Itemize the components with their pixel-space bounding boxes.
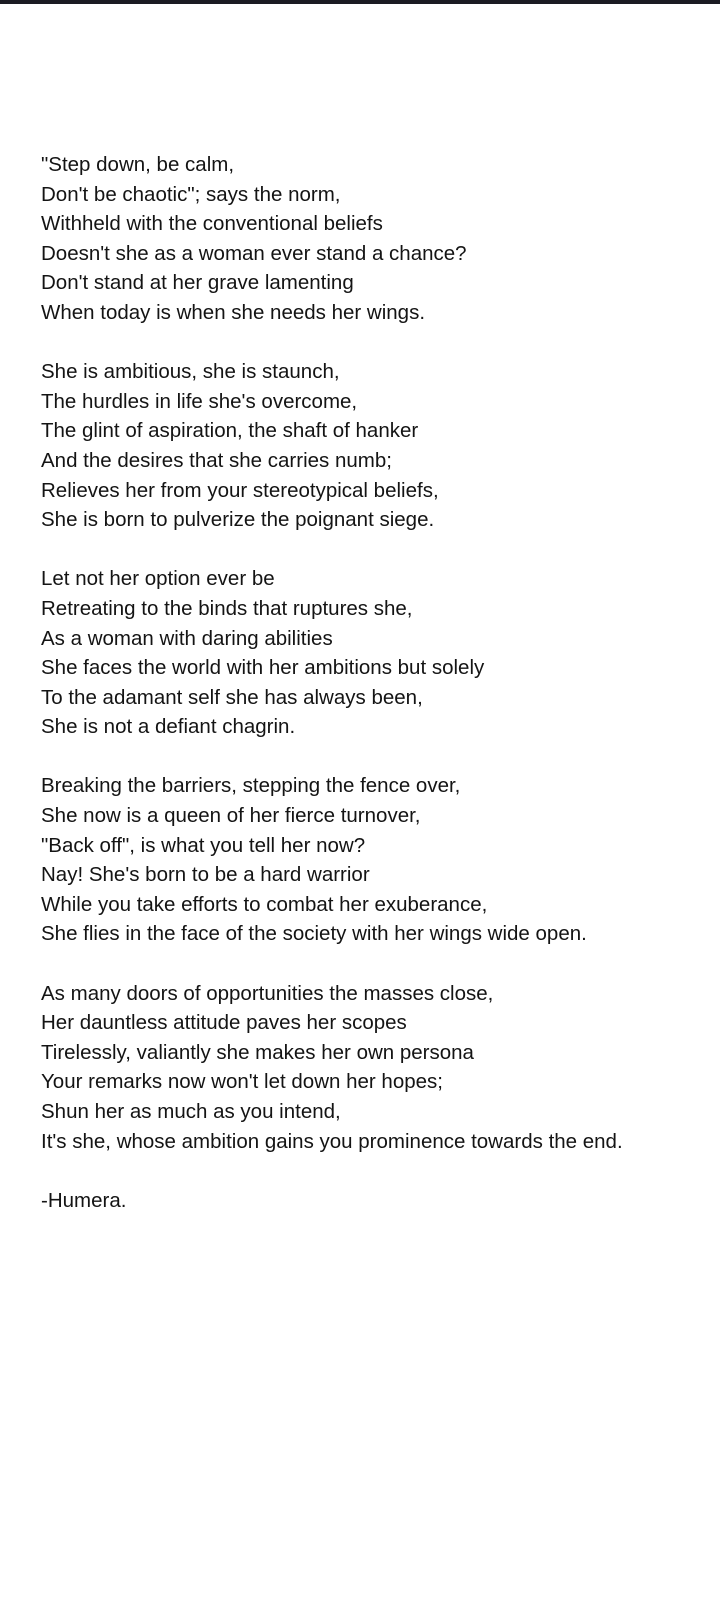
poem-line: Nay! She's born to be a hard warrior bbox=[41, 863, 370, 887]
poem-line: To the adamant self she has always been, bbox=[41, 685, 423, 709]
poem-line: Don't be chaotic"; says the norm, bbox=[41, 182, 341, 206]
poem-line: Relieves her from your stereotypical beliefs, bbox=[41, 478, 439, 502]
poem-line: Tirelessly, valiantly she makes her own persona bbox=[41, 1040, 474, 1064]
poem-line: It's she, whose ambition gains you prominence towards the end. bbox=[41, 1129, 623, 1153]
poem-line: She is not a defiant chagrin. bbox=[41, 715, 296, 739]
poem-line: The glint of aspiration, the shaft of hanker bbox=[41, 419, 419, 443]
poem-signature: -Humera. bbox=[41, 1188, 127, 1212]
poem-line: The hurdles in life she's overcome, bbox=[41, 389, 358, 413]
stanza-4 bbox=[41, 771, 713, 949]
poem-line: While you take efforts to combat her exuberance, bbox=[41, 892, 488, 916]
poem-line: As many doors of opportunities the masses close, bbox=[41, 981, 494, 1005]
poem-line: Let not her option ever be bbox=[41, 567, 275, 591]
poem-line: She faces the world with her ambitions but solely bbox=[41, 656, 485, 680]
poem-line: Withheld with the conventional beliefs bbox=[41, 212, 383, 236]
poem-line: When today is when she needs her wings. bbox=[41, 300, 426, 324]
poem-line: She flies in the face of the society with her wings wide open. bbox=[41, 922, 587, 946]
poem-line: Don't stand at her grave lamenting bbox=[41, 271, 354, 295]
stanza-5 bbox=[41, 979, 713, 1157]
poem-line: Her dauntless attitude paves her scopes bbox=[41, 1011, 407, 1035]
poem-line: As a woman with daring abilities bbox=[41, 626, 333, 650]
poem-line: Your remarks now won't let down her hopes; bbox=[41, 1070, 443, 1094]
poem-line: "Back off", is what you tell her now? bbox=[41, 833, 366, 857]
poem-line: Breaking the barriers, stepping the fence over, bbox=[41, 774, 461, 798]
poem-line: Retreating to the binds that ruptures she, bbox=[41, 596, 413, 620]
top-status-bar bbox=[0, 0, 720, 4]
stanza-2 bbox=[41, 357, 713, 535]
poem-text bbox=[41, 150, 713, 1215]
poem-line: She is born to pulverize the poignant siege. bbox=[41, 508, 435, 532]
poem-line: Shun her as much as you intend, bbox=[41, 1100, 341, 1123]
stanza-3 bbox=[41, 564, 713, 742]
poem-line: She is ambitious, she is staunch, bbox=[41, 360, 340, 384]
poem-line: She now is a queen of her fierce turnover, bbox=[41, 804, 421, 828]
poem-line: And the desires that she carries numb; bbox=[41, 448, 392, 472]
poem-line: Doesn't she as a woman ever stand a chance? bbox=[41, 241, 467, 265]
poem-line: "Step down, be calm, bbox=[41, 153, 235, 176]
stanza-1 bbox=[41, 150, 713, 328]
